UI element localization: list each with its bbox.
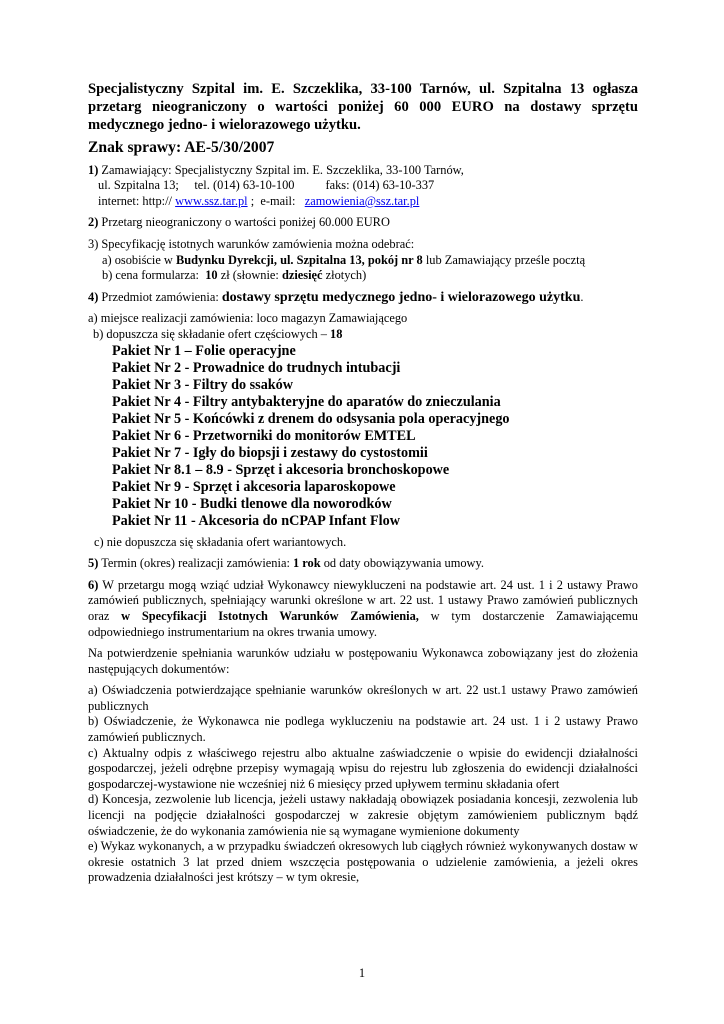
package-item: Pakiet Nr 10 - Budki tlenowe dla noworodków bbox=[112, 495, 392, 512]
section-4-subject: dostawy sprzętu medycznego jedno- i wielorazowego użytku bbox=[221, 289, 581, 305]
section-3b-mid: zł (słownie: bbox=[217, 268, 282, 283]
section-5-suffix: od daty obowiązywania umowy. bbox=[320, 556, 484, 571]
package-item: Pakiet Nr 1 – Folie operacyjne bbox=[112, 342, 296, 359]
section-6-text1: W przetargu mogą wziąć udział Wykonawcy niewykluczeni na podstawie art. 24 ust. 1 i 2 ustawy Prawo zamówień publicznych, spełniający warunki określone w art. 22 ust. 1 ustawy Prawo zamówień publicznych oraz bbox=[88, 577, 638, 623]
section-4-suffix: . bbox=[580, 289, 584, 304]
section-4-prefix: Przedmiot zamówienia: bbox=[98, 289, 222, 304]
document-title: Specjalistyczny Szpital im. E. Szczeklika, 33-100 Tarnów, ul. Szpitalna 13 ogłasza przetarg nieograniczony o wartości poniżej 60 000 EURO na dostawy sprzętu medycznego jedno- i wielorazowego użytku. bbox=[88, 81, 638, 133]
package-list bbox=[88, 343, 638, 530]
section-6-siwz: w Specyfikacji Istotnych Warunków Zamówienia, bbox=[121, 608, 419, 623]
document-page bbox=[88, 80, 638, 886]
section-5-number: 5) bbox=[88, 556, 99, 571]
package-item: Pakiet Nr 6 - Przetworniki do monitorów EMTEL bbox=[112, 427, 416, 444]
section-3-intro: 3) Specyfikację istotnych warunków zamówienia można odebrać: bbox=[88, 236, 415, 251]
package-item: Pakiet Nr 5 - Końcówki z drenem do odsysania pola operacyjnego bbox=[112, 410, 510, 427]
document-item-c: c) Aktualny odpis z właściwego rejestru albo aktualne zaświadczenie o wpisie do ewidencji działalności gospodarczej, jeżeli odrębne przepisy wymagają wpisu do rejestru lub zgłoszenia do ewidencji działalności gospodarczej-wystawione nie wcześniej niż 6 miesięcy przed upływem terminu składania ofert bbox=[88, 745, 638, 791]
section-2-text: Przetarg nieograniczony o wartości poniżej 60.000 EURO bbox=[98, 215, 390, 230]
section-4c: c) nie dopuszcza się składania ofert wariantowych. bbox=[94, 534, 347, 549]
section-3a-suffix: lub Zamawiający prześle pocztą bbox=[422, 252, 586, 267]
document-item-a: a) Oświadczenia potwierdzające spełnianie warunków określonych w art. 22 ust.1 ustawy Prawo zamówień publicznych bbox=[88, 683, 638, 713]
email-label: ; e-mail: bbox=[247, 193, 305, 208]
section-5-prefix: Termin (okres) realizacji zamówienia: bbox=[98, 556, 293, 571]
section-3a-prefix: a) osobiście w bbox=[102, 252, 176, 267]
section-3b-suffix: złotych) bbox=[322, 268, 367, 283]
section-2 bbox=[88, 215, 638, 231]
section-4b-prefix: b) dopuszcza się składanie ofert częściowych – bbox=[93, 326, 331, 341]
form-price: 10 bbox=[205, 268, 218, 283]
section-4a: a) miejsce realizacji zamówienia: loco magazyn Zamawiającego bbox=[88, 311, 408, 326]
section-1-line2: ul. Szpitalna 13; tel. (014) 63-10-100 faks: (014) 63-10-337 bbox=[98, 178, 435, 193]
package-item: Pakiet Nr 8.1 – 8.9 - Sprzęt i akcesoria bronchoskopowe bbox=[112, 461, 450, 478]
case-number: Znak sprawy: AE-5/30/2007 bbox=[88, 139, 275, 156]
section-6-number: 6) bbox=[88, 577, 99, 592]
section-1 bbox=[88, 163, 638, 210]
section-3b-prefix: b) cena formularza: bbox=[102, 268, 206, 283]
section-4 bbox=[88, 290, 638, 306]
document-item-b: b) Oświadczenie, że Wykonawca nie podlega wykluczeniu na podstawie art. 24 ust. 1 i 2 ustawy Prawo zamówień publicznych. bbox=[88, 714, 638, 745]
package-item: Pakiet Nr 2 - Prowadnice do trudnych intubacji bbox=[112, 359, 401, 376]
package-item: Pakiet Nr 3 - Filtry do ssaków bbox=[112, 376, 294, 393]
document-item-e: e) Wykaz wykonanych, a w przypadku świadczeń okresowych lub ciągłych również wykonywanych dostaw w okresie ostatnich 3 lat przed dniem wszczęcia postępowania o udzielenie zamówienia, a jeżeli okres prowadzenia działalności jest krótszy – w tym okresie, bbox=[88, 839, 638, 885]
section-1-number: 1) bbox=[88, 162, 99, 177]
section-5 bbox=[88, 556, 638, 572]
section-1-line1: Zamawiający: Specjalistyczny Szpital im. E. Szczeklika, 33-100 Tarnów, bbox=[98, 162, 464, 177]
confirmation-intro: Na potwierdzenie spełniania warunków udziału w postępowaniu Wykonawca zobowiązany jest do złożenia następujących dokumentów: bbox=[88, 646, 638, 676]
package-item: Pakiet Nr 11 - Akcesoria do nCPAP Infant Flow bbox=[112, 512, 400, 529]
internet-label: internet: http:// bbox=[98, 193, 176, 208]
section-6-text2: w tym dostarczenie Zamawiającemu odpowiedniego instrumentarium na okres trwania umowy. bbox=[88, 608, 638, 639]
email-link[interactable]: zamowienia@ssz.tar.pl bbox=[304, 193, 420, 208]
package-item: Pakiet Nr 7 - Igły do biopsji i zestawy do cystostomii bbox=[112, 444, 428, 461]
section-3a-location: Budynku Dyrekcji, ul. Szpitalna 13, pokój nr 8 bbox=[175, 252, 423, 267]
document-item-d: d) Koncesja, zezwolenie lub licencja, jeżeli ustawy nakładają obowiązek posiadania koncesji, zezwolenia lub licencji na podjęcie działalności gospodarczej w zakresie objętym zamówieniem publicznym bądź oświadczenie, że do wykonania zamówienia nie są wymagane wymienione dokumenty bbox=[88, 792, 638, 838]
form-price-words: dziesięć bbox=[281, 268, 323, 283]
website-link[interactable]: www.ssz.tar.pl bbox=[175, 193, 248, 208]
required-documents bbox=[88, 683, 638, 886]
realization-period: 1 rok bbox=[292, 556, 321, 571]
partial-offers-count: 18 bbox=[330, 326, 343, 341]
section-6 bbox=[88, 578, 638, 640]
package-item: Pakiet Nr 9 - Sprzęt i akcesoria laparoskopowe bbox=[112, 478, 396, 495]
section-2-number: 2) bbox=[88, 215, 99, 230]
page-number: 1 bbox=[358, 966, 366, 980]
package-item: Pakiet Nr 4 - Filtry antybakteryjne do aparatów do znieczulania bbox=[112, 393, 501, 410]
section-3 bbox=[88, 237, 638, 284]
section-4-number: 4) bbox=[88, 289, 99, 304]
